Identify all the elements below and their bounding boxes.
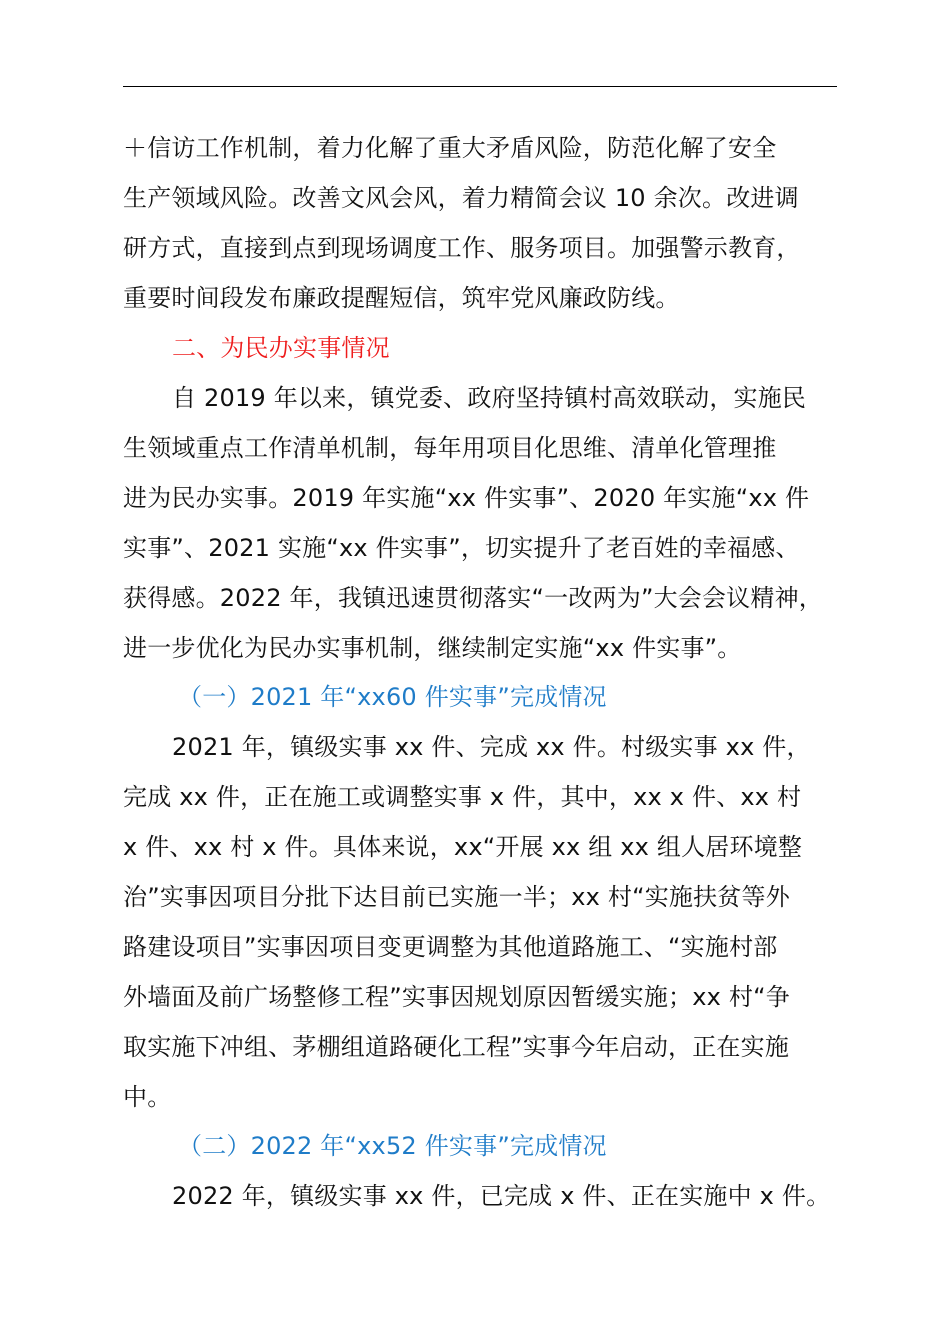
- paragraph-line: 外墙面及前广场整修工程”实事因规划原因暂缓实施；xx 村“争: [123, 983, 790, 1011]
- paragraph-line: 完成 xx 件，正在施工或调整实事 x 件，其中，xx x 件、xx 村: [123, 783, 802, 811]
- header-rule: [123, 86, 837, 87]
- paragraph-line: 实事”、2021 实施“xx 件实事”，切实提升了老百姓的幸福感、: [123, 534, 800, 562]
- paragraph-line: 重要时间段发布廉政提醒短信，筑牢党风廉政防线。: [123, 284, 680, 312]
- paragraph-line: 取实施下冲组、茅棚组道路硬化工程”实事今年启动，正在实施: [123, 1033, 790, 1061]
- paragraph-line: 研方式，直接到点到现场调度工作、服务项目。加强警示教育，: [123, 234, 801, 262]
- paragraph-line: ＋信访工作机制，着力化解了重大矛盾风险，防范化解了安全: [123, 134, 777, 162]
- paragraph-line: 生领域重点工作清单机制，每年用项目化思维、清单化管理推: [123, 434, 777, 462]
- subsection-heading: （一）2021 年“xx60 件实事”完成情况: [178, 683, 607, 711]
- paragraph-line: 获得感。2022 年，我镇迅速贯彻落实“一改两为”大会会议精神，: [123, 584, 823, 612]
- paragraph-line: 自 2019 年以来，镇党委、政府坚持镇村高效联动，实施民: [172, 384, 807, 412]
- section-heading: 二、为民办实事情况: [172, 334, 390, 362]
- paragraph-line: x 件、xx 村 x 件。具体来说，xx“开展 xx 组 xx 组人居环境整: [123, 833, 803, 861]
- paragraph-line: 中。: [123, 1083, 172, 1111]
- paragraph-line: 2021 年，镇级实事 xx 件、完成 xx 件。村级实事 xx 件，: [172, 733, 811, 761]
- paragraph-line: 路建设项目”实事因项目变更调整为其他道路施工、“实施村部: [123, 933, 778, 961]
- paragraph-line: 生产领域风险。改善文风会风，着力精简会议 10 余次。改进调: [123, 184, 799, 212]
- paragraph-line: 进一步优化为民办实事机制，继续制定实施“xx 件实事”。: [123, 634, 742, 662]
- paragraph-line: 治”实事因项目分批下达目前已实施一半；xx 村“实施扶贫等外: [123, 883, 790, 911]
- paragraph-line: 2022 年，镇级实事 xx 件，已完成 x 件、正在实施中 x 件。: [172, 1182, 831, 1210]
- subsection-heading: （二）2022 年“xx52 件实事”完成情况: [178, 1132, 607, 1160]
- paragraph-line: 进为民办实事。2019 年实施“xx 件实事”、2020 年实施“xx 件: [123, 484, 810, 512]
